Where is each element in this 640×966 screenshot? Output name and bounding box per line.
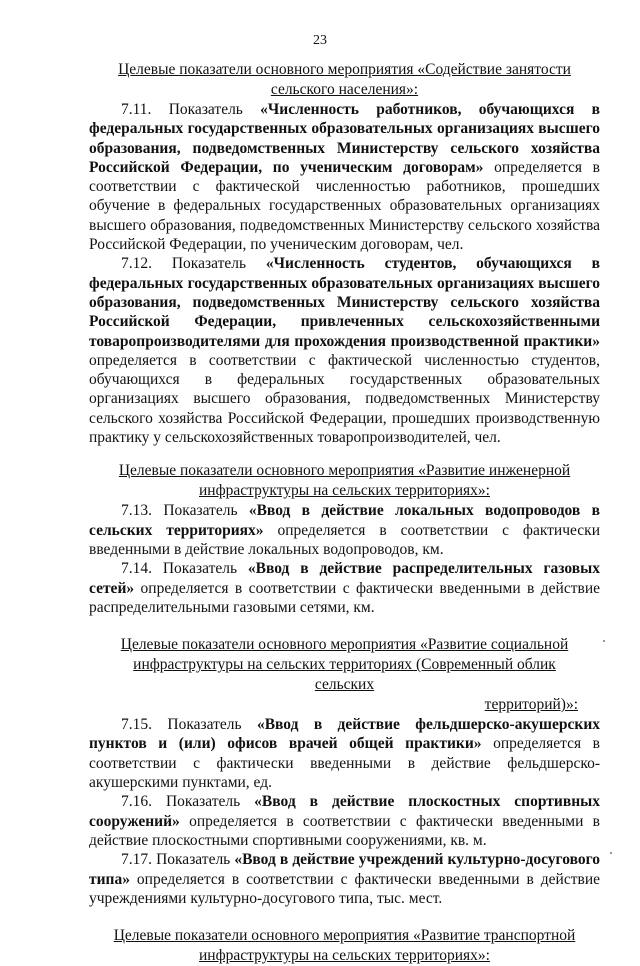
- indicator-7-15: 7.15. Показатель «Ввод в действие фельдшерско-акушерских пунктов и (или) офисов врачей общей практики» определяется в соответствии с фактически введенными в действие фельдшерско-акушерскими пунктами, ед.: [89, 716, 600, 792]
- indicator-7-12: 7.12. Показатель «Численность студентов, обучающихся в федеральных государственных образовательных организациях высшего образования, подведомственных Министерству сельского хозяйства Российской Федерации, привлеченных сельскохозяйственными товаропроизводителями для прохождения производственной практики» определяется в соответствии с фактической численностью студентов, обучающихся в федеральных государственных образовательных организациях высшего образования, подведомственных Министерству сельского хозяйства Российской Федерации, прошедших производственную практику у сельскохозяйственных товаропроизводителей, чел.: [89, 255, 600, 447]
- section-heading: Целевые показатели основного мероприятия «Развитие социальной инфраструктуры на сельских территориях (Современный облик сельских территорий)»:: [120, 636, 578, 714]
- indicator-7-14: 7.14. Показатель «Ввод в действие распределительных газовых сетей» определяется в соответствии с фактически введенными в действие распределительными газовыми сетями, км.: [89, 560, 600, 616]
- section-heading: Целевые показатели основного мероприятия «Развитие инженерной инфраструктуры на сельских территориях»:: [118, 462, 571, 500]
- section-heading: Целевые показатели основного мероприятия «Содействие занятости сельского населения»:: [118, 61, 571, 98]
- page-number: 23: [313, 33, 327, 48]
- indicator-7-11: 7.11. Показатель «Численность работников, обучающихся в федеральных государственных образовательных организациях высшего образования, подведомственных Министерству сельского хозяйства Российской Федерации, по ученическим договорам» определяется в соответствии с фактической численностью работников, прошедших обучение в федеральных государственных образовательных организациях высшего образования, подведомственных Министерству сельского хозяйства Российской Федерации, по ученическим договорам, чел.: [89, 101, 600, 254]
- scan-speck: [603, 640, 605, 642]
- indicator-7-13: 7.13. Показатель «Ввод в действие локальных водопроводов в сельских территориях» определяется в соответствии с фактически введенными в действие локальных водопроводов, км.: [89, 502, 600, 558]
- scan-speck: [610, 852, 612, 854]
- page-content: [89, 60, 600, 966]
- section-heading: Целевые показатели основного мероприятия «Развитие транспортной инфраструктуры на сельских территориях»:: [113, 927, 576, 965]
- indicator-7-17: 7.17. Показатель «Ввод в действие учреждений культурно-досугового типа» определяется в соответствии с фактически введенными в действие учреждениями культурно-досугового типа, тыс. мест.: [89, 851, 600, 907]
- indicator-7-16: 7.16. Показатель «Ввод в действие плоскостных спортивных сооружений» определяется в соответствии с фактически введенными в действие плоскостными спортивными сооружениями, кв. м.: [89, 793, 600, 849]
